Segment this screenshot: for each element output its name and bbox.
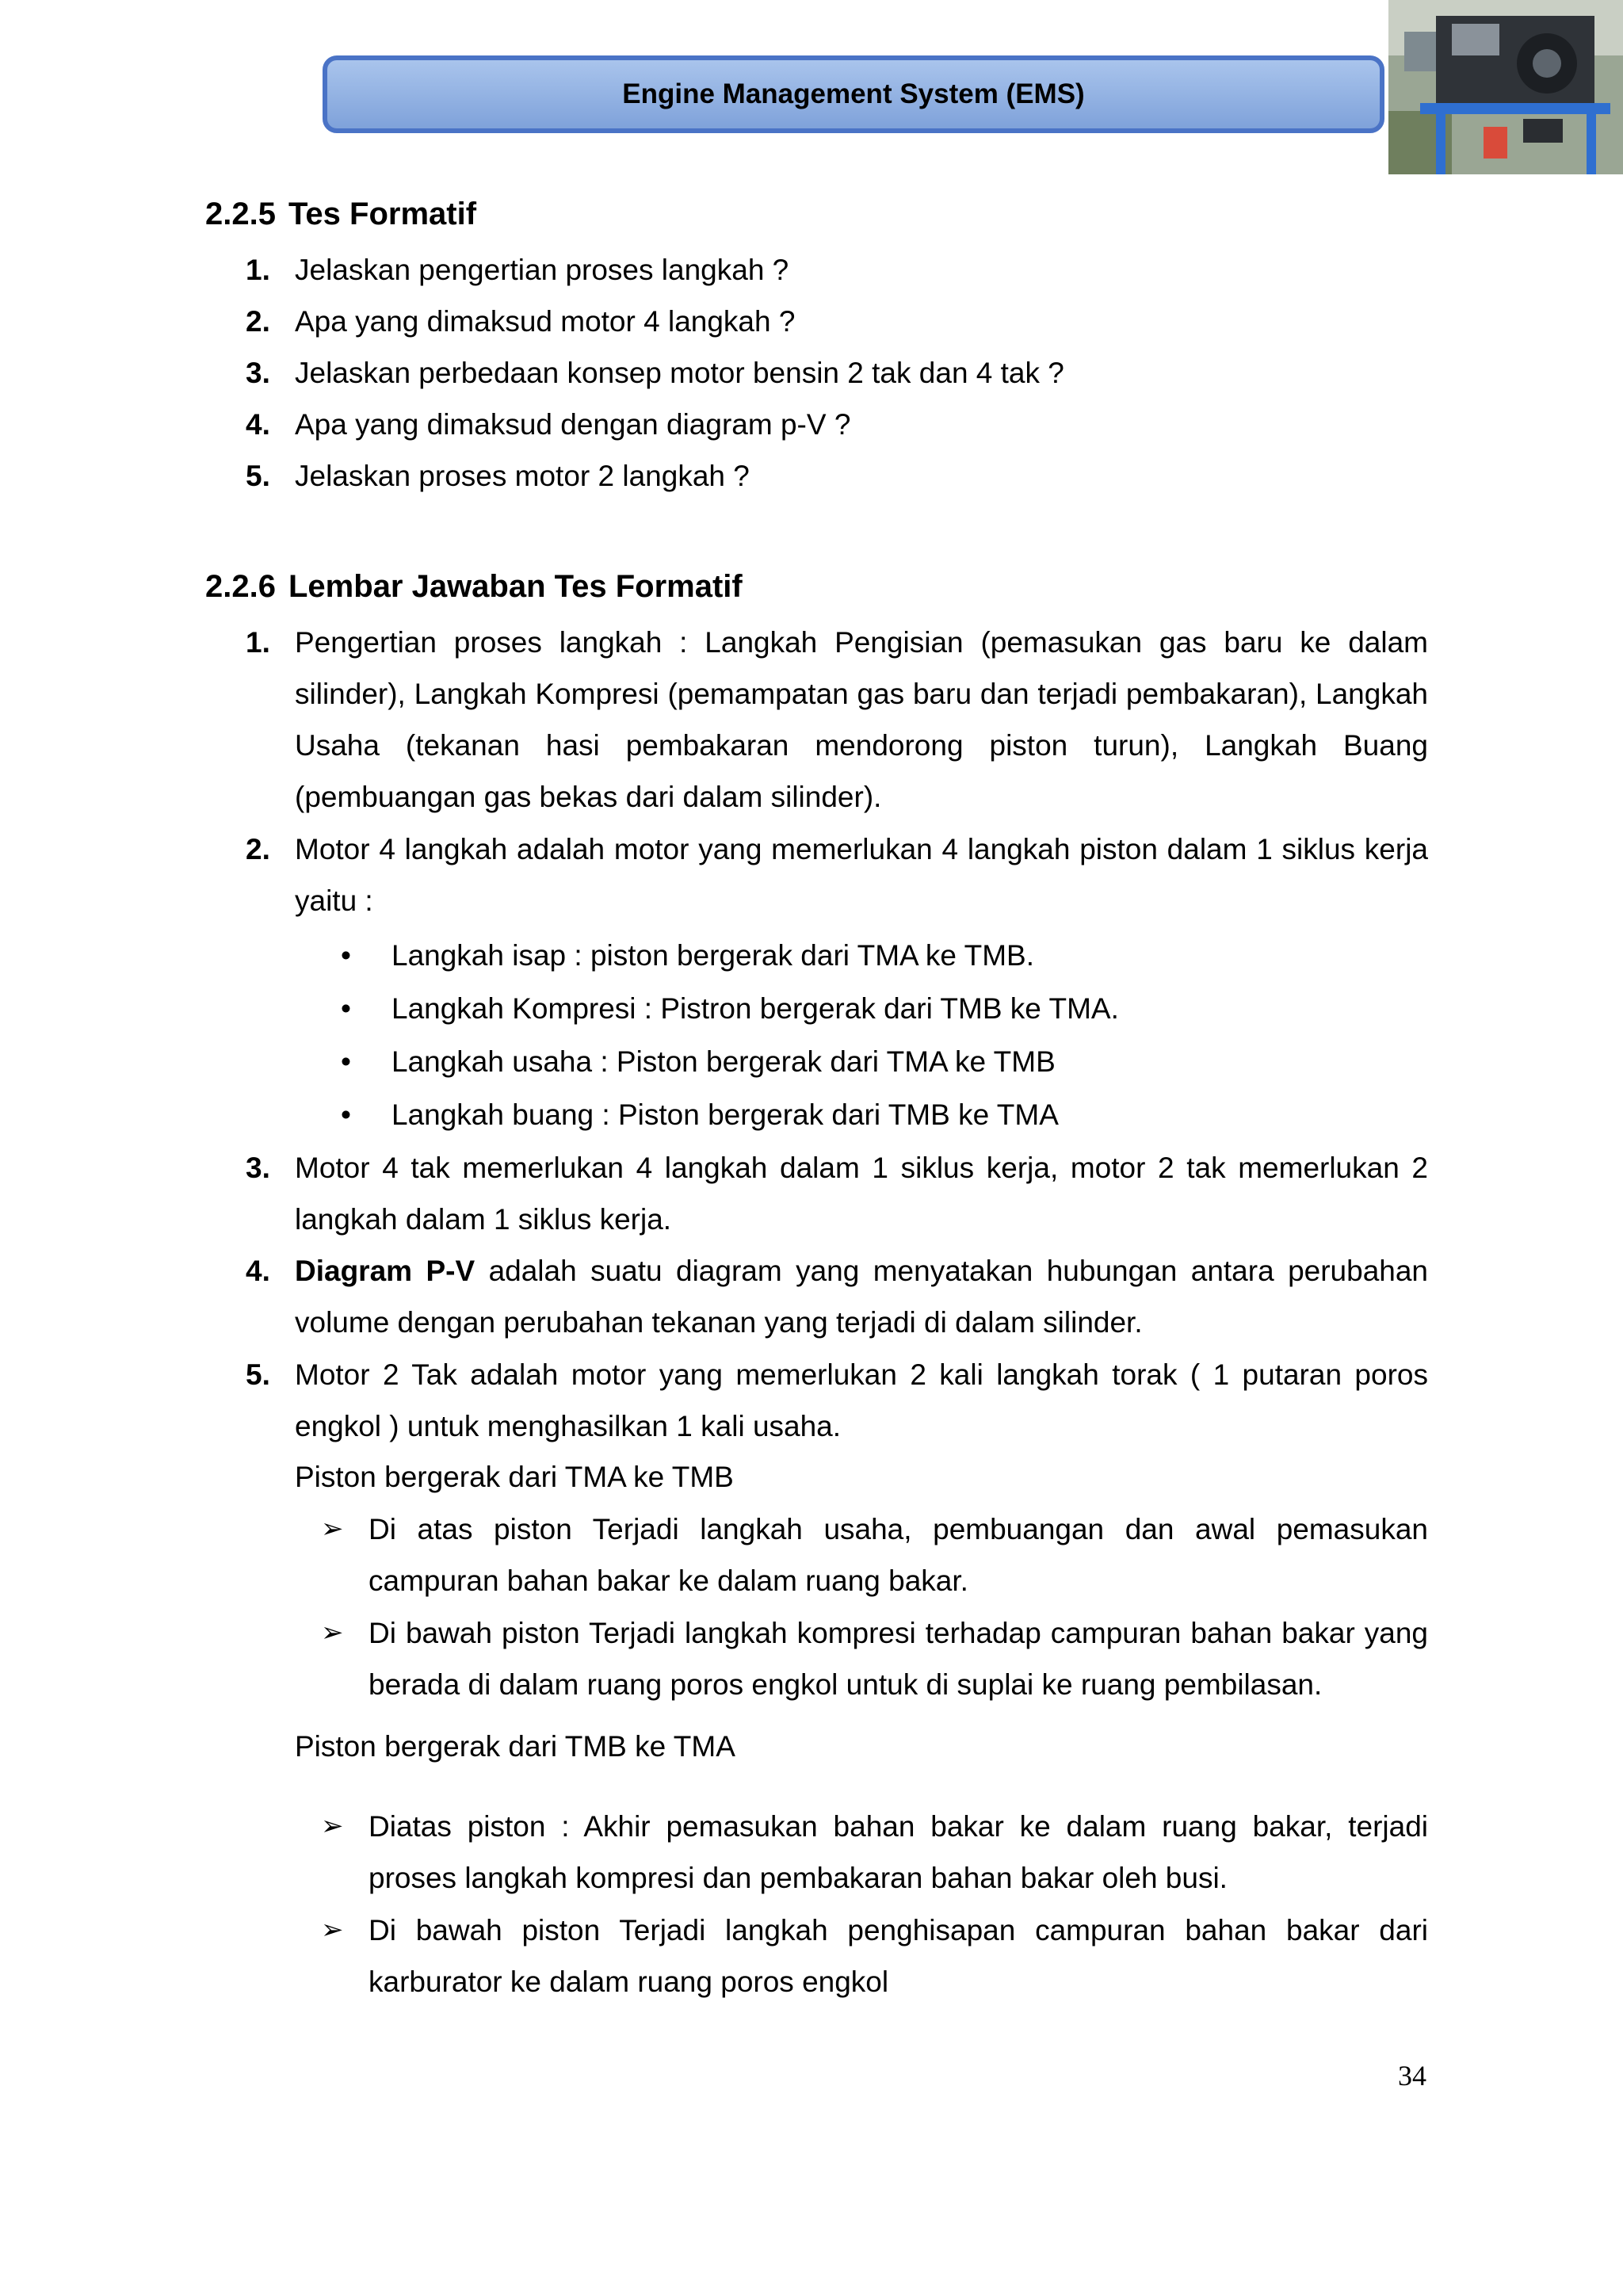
arrow-item — [321, 1503, 1428, 1606]
answer-bold-term: Diagram P-V — [295, 1255, 475, 1287]
question-item — [246, 408, 850, 441]
question-item — [246, 357, 1064, 390]
header-banner — [323, 55, 1384, 133]
arrow-item-text: Di atas piston Terjadi langkah usaha, pembuangan dan awal pemasukan campuran bahan bakar ke dalam ruang bakar. — [369, 1513, 1428, 1597]
answer-item — [246, 823, 1428, 926]
question-text: Jelaskan pengertian proses langkah ? — [295, 254, 789, 286]
answer-number: 4. — [246, 1255, 270, 1287]
bullet-text: Langkah isap : piston bergerak dari TMA ke TMB. — [391, 939, 1035, 972]
arrow-bullet-icon: ➢ — [321, 1514, 344, 1544]
answer-number: 2. — [246, 833, 270, 865]
bullet-item — [341, 1045, 1056, 1079]
bullet-text: Langkah Kompresi : Pistron bergerak dari TMB ke TMA. — [391, 992, 1119, 1025]
bullet-item — [341, 1098, 1059, 1132]
question-item — [246, 254, 789, 287]
answer-text: Motor 4 langkah adalah motor yang memerlukan 4 langkah piston dalam 1 siklus kerja yaitu : — [295, 833, 1428, 917]
section-heading-lembar-jawaban — [205, 569, 743, 605]
answer-number: 5. — [246, 1358, 270, 1391]
answer-item — [246, 617, 1428, 823]
answer-number: 3. — [246, 1152, 270, 1184]
bullet-icon: • — [341, 992, 351, 1025]
section-title: Tes Formatif — [288, 197, 477, 231]
section-number: 2.2.5 — [205, 197, 276, 231]
bullet-item — [341, 992, 1119, 1026]
arrow-bullet-icon: ➢ — [321, 1915, 344, 1945]
bullet-icon: • — [341, 1098, 351, 1131]
question-item — [246, 460, 750, 493]
question-text: Apa yang dimaksud dengan diagram p-V ? — [295, 408, 851, 441]
question-number: 2. — [246, 305, 270, 338]
question-number: 3. — [246, 357, 270, 389]
question-number: 5. — [246, 460, 270, 492]
arrow-item — [321, 1607, 1428, 1710]
section-heading-tes-formatif — [205, 197, 476, 232]
bullet-text: Langkah buang : Piston bergerak dari TMB ke TMA — [391, 1098, 1059, 1131]
answer-item — [246, 1245, 1428, 1348]
arrow-bullet-icon: ➢ — [321, 1811, 344, 1841]
answer-text — [295, 1245, 1428, 1348]
piston-movement-label: Piston bergerak dari TMB ke TMA — [295, 1730, 735, 1763]
arrow-item-text: Di bawah piston Terjadi langkah penghisapan campuran bahan bakar dari karburator ke dalam ruang poros engkol — [369, 1914, 1428, 1998]
question-text: Jelaskan perbedaan konsep motor bensin 2 tak dan 4 tak ? — [295, 357, 1064, 389]
answer-text: Motor 2 Tak adalah motor yang memerlukan 2 kali langkah torak ( 1 putaran poros engkol ) untuk menghasilkan 1 kali usaha. — [295, 1358, 1428, 1442]
bullet-item — [341, 939, 1034, 972]
answer-item — [246, 1349, 1428, 1452]
answer-text: Pengertian proses langkah : Langkah Pengisian (pemasukan gas baru ke dalam silinder), Langkah Kompresi (pemampatan gas baru dan terjadi pembakaran), Langkah Usaha (tekanan hasi pembakaran mendorong piston turun), Langkah Buang (pembuangan gas bekas dari dalam silinder). — [295, 626, 1428, 813]
question-item — [246, 305, 795, 338]
answer-number: 1. — [246, 626, 270, 659]
piston-movement-label: Piston bergerak dari TMA ke TMB — [295, 1461, 734, 1493]
answer-text: Motor 4 tak memerlukan 4 langkah dalam 1 siklus kerja, motor 2 tak memerlukan 2 langkah dalam 1 siklus kerja. — [295, 1152, 1428, 1236]
header-title: Engine Management System (EMS) — [622, 78, 1085, 109]
section-number: 2.2.6 — [205, 569, 276, 604]
bullet-icon: • — [341, 1045, 351, 1078]
engine-trainer-illustration — [1388, 0, 1623, 174]
answer-text-rest: adalah suatu diagram yang menyatakan hubungan antara perubahan volume dengan perubahan tekanan yang terjadi di dalam silinder. — [295, 1255, 1429, 1339]
arrow-item — [321, 1801, 1428, 1904]
engine-trainer-photo — [1388, 0, 1623, 174]
arrow-bullet-icon: ➢ — [321, 1618, 344, 1648]
arrow-item-text: Di bawah piston Terjadi langkah kompresi terhadap campuran bahan bakar yang berada di dalam ruang poros engkol untuk di suplai ke ruang pembilasan. — [369, 1617, 1428, 1701]
arrow-item-text: Diatas piston : Akhir pemasukan bahan bakar ke dalam ruang bakar, terjadi proses langkah kompresi dan pembakaran bahan bakar oleh busi. — [369, 1810, 1428, 1894]
question-text: Apa yang dimaksud motor 4 langkah ? — [295, 305, 796, 338]
page-number: 34 — [1398, 2060, 1426, 2092]
question-number: 1. — [246, 254, 270, 286]
bullet-icon: • — [341, 939, 351, 972]
arrow-item — [321, 1904, 1428, 2008]
question-text: Jelaskan proses motor 2 langkah ? — [295, 460, 750, 492]
answer-item — [246, 1142, 1428, 1245]
question-number: 4. — [246, 408, 270, 441]
section-title: Lembar Jawaban Tes Formatif — [288, 569, 743, 604]
bullet-text: Langkah usaha : Piston bergerak dari TMA ke TMB — [391, 1045, 1056, 1078]
